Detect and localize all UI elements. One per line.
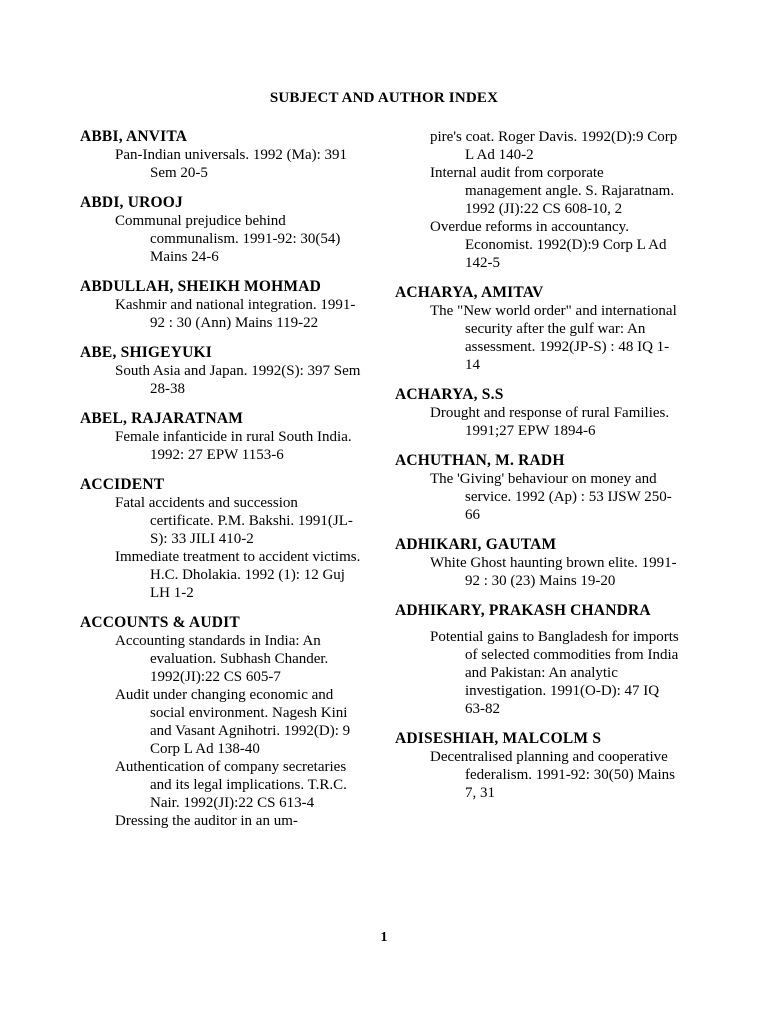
index-entry: South Asia and Japan. 1992(S): 397 Sem 28-38	[115, 363, 361, 397]
index-entry: Accounting standards in India: An evaluation. Subhash Chander. 1992(JI):22 CS 605-7	[115, 633, 329, 685]
index-entry: Kashmir and national integration. 1991-92 : 30 (Ann) Mains 119-22	[115, 297, 356, 331]
index-heading: ACHARYA, S.S	[395, 386, 504, 403]
index-entry: Fatal accidents and succession certificate. P.M. Bakshi. 1991(JL-S): 33 JILI 410-2	[115, 495, 353, 547]
index-entry: The "New world order" and international security after the gulf war: An assessment. 1992(JP-S) : 48 IQ 1-14	[430, 303, 677, 373]
index-entry: Dressing the auditor in an um-	[115, 813, 298, 829]
index-heading: ABEL, RAJARATNAM	[80, 410, 244, 427]
page-number: 1	[380, 930, 388, 945]
index-entry: Decentralised planning and cooperative federalism. 1991-92: 30(50) Mains 7, 31	[430, 749, 675, 801]
index-entry: Pan-Indian universals. 1992 (Ma): 391 Sem 20-5	[115, 147, 348, 181]
left-column	[80, 128, 365, 830]
index-entry: Communal prejudice behind communalism. 1991-92: 30(54) Mains 24-6	[115, 213, 341, 265]
right-column	[395, 128, 680, 802]
index-entry: Immediate treatment to accident victims. H.C. Dholakia. 1992 (1): 12 Guj LH 1-2	[115, 549, 361, 601]
index-entry: White Ghost haunting brown elite. 1991-92 : 30 (23) Mains 19-20	[430, 555, 677, 589]
index-entry: Audit under changing economic and social environment. Nagesh Kini and Vasant Agnihotri. 1992(D): 9 Corp L Ad 138-40	[115, 687, 351, 757]
index-heading: ACHUTHAN, M. RADH	[395, 452, 565, 469]
index-entry: Authentication of company secretaries and its legal implications. T.R.C. Nair. 1992(JI):22 CS 613-4	[115, 759, 347, 811]
index-entry: Drought and response of rural Families. 1991;27 EPW 1894-6	[430, 405, 670, 439]
index-heading: ABDULLAH, SHEIKH MOHMAD	[80, 278, 321, 295]
index-heading: ACCOUNTS & AUDIT	[80, 614, 240, 631]
index-heading: ACHARYA, AMITAV	[395, 284, 544, 301]
index-entry: Overdue reforms in accountancy. Economist. 1992(D):9 Corp L Ad 142-5	[430, 219, 667, 271]
index-heading: ACCIDENT	[80, 476, 165, 493]
index-heading: ABE, SHIGEYUKI	[80, 344, 212, 361]
index-entry: Female infanticide in rural South India. 1992: 27 EPW 1153-6	[115, 429, 352, 463]
index-heading: ADHIKARY, PRAKASH CHANDRA	[395, 602, 651, 619]
index-entry: pire's coat. Roger Davis. 1992(D):9 Corp L Ad 140-2	[430, 129, 678, 163]
index-heading: ABBI, ANVITA	[80, 128, 188, 145]
index-entry: Potential gains to Bangladesh for imports of selected commodities from India and Pakistan: An analytic investigation. 1991(O-D): 47 IQ 63-82	[430, 629, 679, 717]
page-title: SUBJECT AND AUTHOR INDEX	[269, 90, 499, 106]
index-heading: ABDI, UROOJ	[80, 194, 183, 211]
index-heading: ADISESHIAH, MALCOLM S	[395, 730, 602, 747]
index-heading: ADHIKARI, GAUTAM	[395, 536, 557, 553]
index-entry: Internal audit from corporate management angle. S. Rajaratnam. 1992 (JI):22 CS 608-10, 2	[430, 165, 675, 217]
index-entry: The 'Giving' behaviour on money and service. 1992 (Ap) : 53 IJSW 250-66	[430, 471, 672, 523]
